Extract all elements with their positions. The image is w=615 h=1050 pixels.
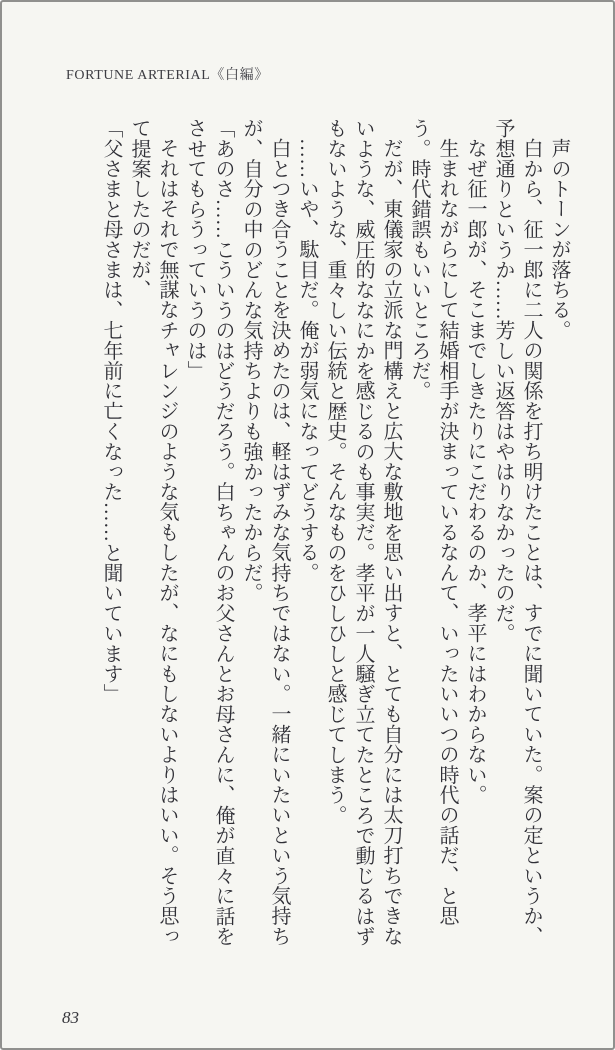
paragraph: なぜ征一郎が、そこまでしきたりにこだわるのか、孝平にはわからない。 [464,138,486,805]
vertical-text-block [97,118,573,960]
paragraph: 声のトーンが落ちる。 [548,138,570,340]
paragraph-dialogue: 「あのさ……こういうのはどうだろう。白ちゃんのお父さんとお母さんに、俺が直々に話をさせてもらうっていうのは」 [184,118,234,947]
paragraph-dialogue: 「父さまと母さまは、七年前に亡くなった……と聞いています」 [100,118,122,704]
paragraph: ……いや、駄目だ。俺が弱気になってどうする。 [296,138,318,583]
paragraph: 白から、征一郎に二人の関係を打ち明けたことは、すでに聞いていた。案の定というか、予想通りというか……芳しい返答はやはりなかったのだ。 [492,118,542,947]
paragraph: 白とつき合うことを決めたのは、軽はずみな気持ちではない。一緒にいたいという気持ちが、自分の中のどんな気持ちよりも強かったからだ。 [240,118,290,946]
paragraph: それはそれで無謀なチャレンジのような気もしたが、なにもしないよりはいい。そう思って提案したのだが、 [128,118,178,946]
paragraph: だが、東儀家の立派な門構えと広大な敷地を思い出すと、とても自分には太刀打ちできないような、威圧的ななにかを感じるのも事実だ。孝平が一人騒ぎ立てたところで動じるはずもないような、重々しい伝統と歴史。そんなものをひしひしと感じてしまう。 [324,118,402,947]
running-head-title: FORTUNE ARTERIAL《白編》 [66,68,269,83]
paragraph: 生まれながらにして結婚相手が決まっているなんて、いったいいつの時代の話だ、と思う。時代錯誤もいいところだ。 [408,118,458,926]
page-number: 83 [62,1008,79,1027]
